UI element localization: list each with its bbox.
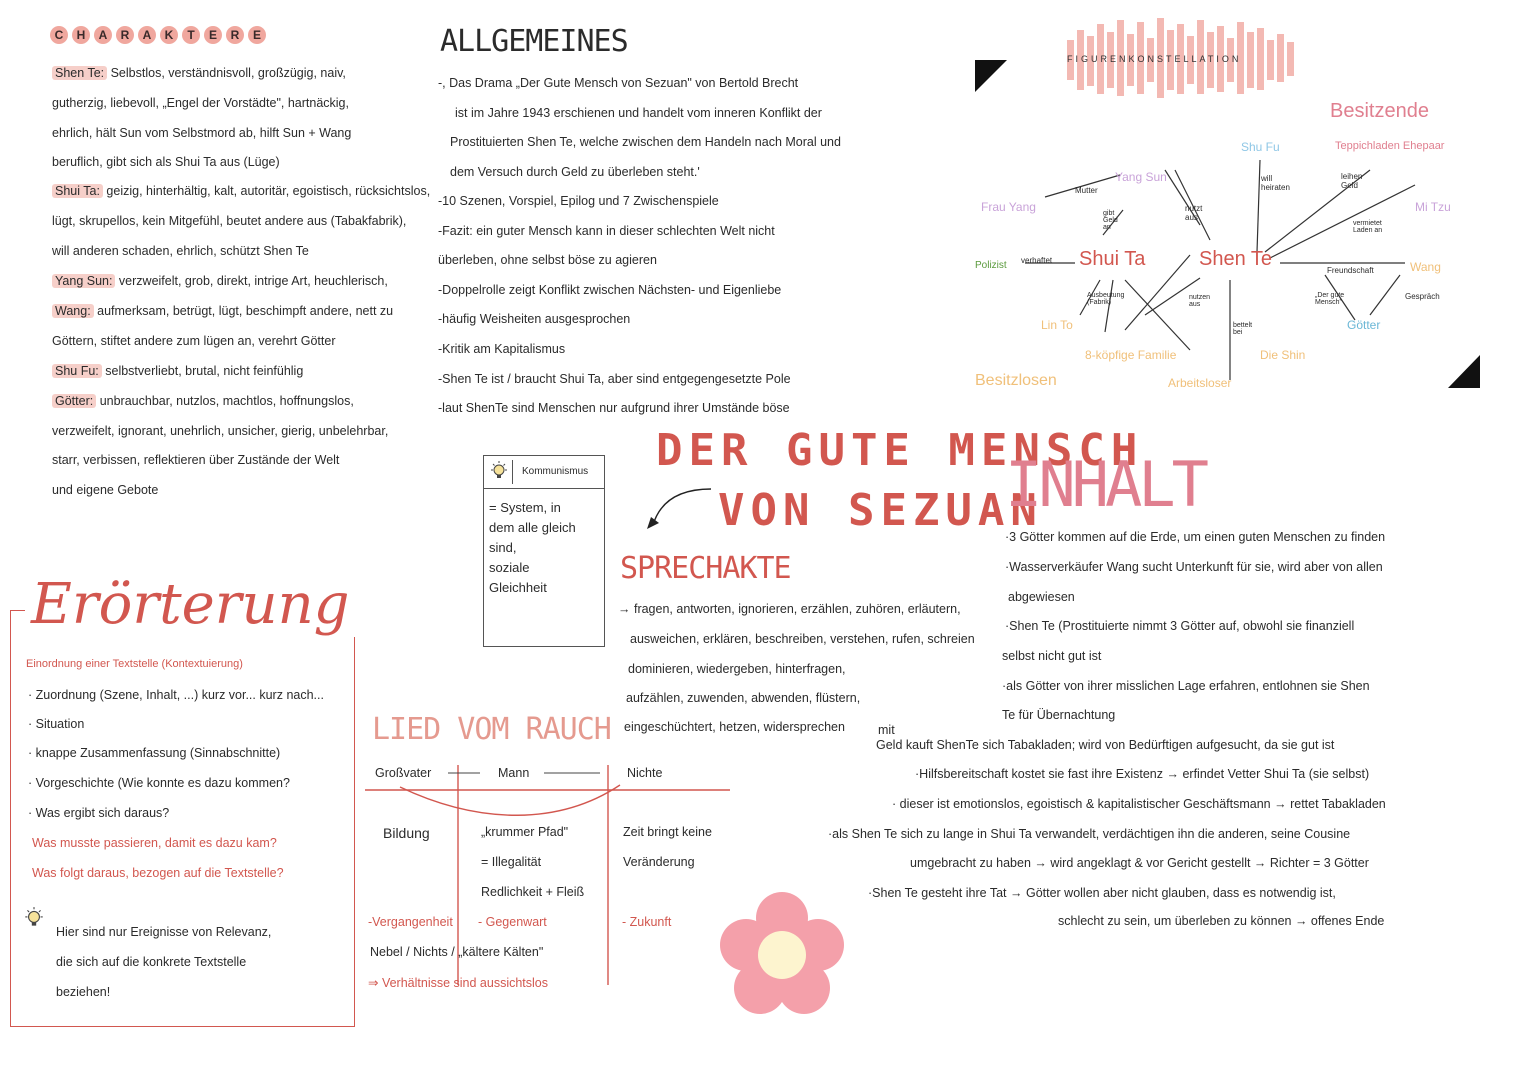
eroe-tip: die sich auf die konkrete Textstelle — [56, 955, 247, 969]
eroe-line: · Vorgeschichte (Wie konnte es dazu kommen? — [28, 776, 290, 790]
allg-line: -Doppelrolle zeigt Konflikt zwischen Nächsten- und Eigenliebe — [438, 283, 782, 297]
inhalt-line: mit — [878, 723, 895, 737]
char-line: Shen Te: Selbstlos, verständnisvoll, großzügig, naiv, — [52, 66, 346, 80]
komm-line: Gleichheit — [489, 580, 547, 595]
corner-mark-bottom-right — [1448, 355, 1480, 388]
lied-diagram — [360, 755, 735, 995]
komm-line: sind, — [489, 540, 517, 555]
eroe-tip: beziehen! — [56, 985, 111, 999]
sprechakte-title: SPRECHAKTE — [620, 551, 791, 586]
gespraech-label: Gespräch — [1405, 292, 1440, 301]
inhalt-line: schlecht zu sein, um überleben zu können → offenes Ende — [1058, 914, 1385, 928]
allg-line: überleben, ohne selbst böse zu agieren — [438, 253, 657, 267]
lied-zeit: - Zukunft — [622, 915, 672, 929]
eroerterung-title: Erörterung — [25, 572, 356, 637]
verhaftet-label: verhaftet — [1021, 256, 1053, 265]
char-line: will anderen schaden, ehrlich, schützt Shen Te — [52, 244, 309, 258]
allg-line: dem Versuch durch Geld zu überleben steht.' — [450, 165, 700, 179]
inhalt-line: ·als Shen Te sich zu lange in Shui Ta verwandelt, verdächtigen ihn die anderen, seine Cousine — [828, 827, 1351, 841]
char-line: beruflich, gibt sich als Shui Ta aus (Lüge) — [52, 155, 280, 169]
allg-line: -Shen Te ist / braucht Shui Ta, aber sind entgegengesetzte Pole — [438, 372, 791, 386]
inhalt-line: Geld kauft ShenTe sich Tabakladen; wird von Bedürftigen aufgesucht, da sie gut ist — [876, 738, 1335, 752]
shen-te-label: Shen Te — [1199, 248, 1273, 270]
charaktere-title: C H A R A K T E R E — [50, 26, 266, 44]
bettelt-bei-label: bettelt bei — [1233, 322, 1253, 336]
nutzt-aus-label: nutzt aus — [1185, 204, 1203, 222]
lied-rechts: Veränderung — [623, 855, 695, 869]
char-line: starr, verbissen, reflektieren über Zustände der Welt — [52, 453, 340, 467]
char-line: und eigene Gebote — [52, 483, 159, 497]
spr-line: → fragen, antworten, ignorieren, erzählen, zuhören, erläutern, — [618, 602, 961, 616]
polizist-label: Polizist — [975, 260, 1007, 271]
eroe-line: · Zuordnung (Szene, Inhalt, ...) kurz vor... kurz nach... — [28, 688, 324, 702]
lin-to-label: Lin To — [1041, 318, 1073, 332]
spr-line: aufzählen, zuwenden, abwenden, flüstern, — [626, 691, 861, 705]
mutter-label: Mutter — [1075, 186, 1098, 195]
inhalt-line: ·Hilfsbereitschaft kostet sie fast ihre Existenz → erfindet Vetter Shui Ta (sie selbst) — [915, 767, 1370, 781]
inhalt-line: · dieser ist emotionslos, egoistisch & kapitalistischer Geschäftsmann → rettet Tabakladen — [892, 797, 1386, 811]
spr-line: dominieren, wiedergeben, hinterfragen, — [628, 662, 846, 676]
inhalt-line: abgewiesen — [1008, 590, 1075, 604]
eroe-line: · Situation — [28, 717, 85, 731]
kommunismus-header — [484, 456, 604, 489]
allg-line: ist im Jahre 1943 erschienen und handelt vom inneren Konflikt der — [455, 106, 822, 120]
kommunismus-label: Kommunismus — [522, 466, 589, 477]
allg-line: -, Das Drama „Der Gute Mensch von Sezuan" von Bertold Brecht — [438, 76, 799, 90]
freundschaft-label: Freundschaft — [1327, 266, 1374, 275]
yang-sun-label: Yang Sun — [1115, 170, 1167, 184]
wang-label: Wang — [1410, 260, 1441, 274]
lied-nebel: Nebel / Nichts / „kältere Kälten" — [370, 945, 544, 959]
lied-mitte: „krummer Pfad" — [481, 825, 569, 839]
inhalt-line: ·als Götter von ihrer misslichen Lage erfahren, entlohnen sie Shen — [1002, 679, 1370, 693]
lied-zeit: - Gegenwart — [478, 915, 547, 929]
inhalt-line: selbst nicht gut ist — [1002, 649, 1102, 663]
leihen-geld-label: leihen Geld — [1341, 172, 1363, 190]
ausbeutung-label: Ausbeutung (Fabrik) — [1087, 292, 1125, 306]
curved-arrow — [645, 485, 715, 535]
gibt-geld-label: gibt Geld an — [1103, 210, 1118, 231]
allg-line: -10 Szenen, Vorspiel, Epilog und 7 Zwischenspiele — [438, 194, 719, 208]
shu-fu-label: Shu Fu — [1241, 140, 1280, 154]
lightbulb-icon — [488, 460, 513, 484]
spr-line: eingeschüchtert, hetzen, widersprechen — [624, 720, 845, 734]
lied-fazit: ⇒ Verhältnisse sind aussichtslos — [368, 976, 549, 990]
komm-line: dem alle gleich — [489, 520, 576, 535]
lied-mitte: = Illegalität — [481, 855, 542, 869]
corner-mark-top-left — [975, 60, 1007, 92]
char-line: verzweifelt, ignorant, unehrlich, unsicher, gierig, unbelehrbar, — [52, 424, 389, 438]
familie-label: 8-köpfige Familie — [1085, 348, 1177, 362]
char-line: Göttern, stiftet andere zum lügen an, verehrt Götter — [52, 334, 336, 348]
figk-title: FIGURENKONSTELLATION — [1067, 54, 1242, 64]
kommunismus-box — [483, 455, 605, 647]
allg-line: -häufig Weisheiten ausgesprochen — [438, 312, 631, 326]
char-line: Yang Sun: verzweifelt, grob, direkt, intrige Art, heuchlerisch, — [52, 274, 388, 288]
main-title-line1: DER GUTE MENSCH — [656, 425, 1144, 476]
char-line: lügt, skrupellos, kein Mitgefühl, beutet andere aus (Tabakfabrik), — [52, 214, 407, 228]
lied-bildung: Bildung — [383, 825, 430, 841]
komm-line: = System, in — [489, 500, 561, 515]
allg-line: Prostituierten Shen Te, welche zwischen dem Handeln nach Moral und — [450, 135, 841, 149]
inhalt-title: INHALT — [1005, 448, 1205, 521]
lied-mitte: Redlichkeit + Fleiß — [481, 885, 585, 899]
allg-line: -Fazit: ein guter Mensch kann in dieser schlechten Welt nicht — [438, 224, 775, 238]
figurenkonstellation — [975, 10, 1480, 390]
inhalt-line: umgebracht zu haben → wird angeklagt & vor Gericht gestellt → Richter = 3 Götter — [910, 856, 1369, 870]
goetter-label: Götter — [1347, 318, 1381, 332]
eroe-line: Was folgt daraus, bezogen auf die Textstelle? — [32, 866, 284, 880]
lightbulb-icon — [22, 906, 46, 933]
besitzlosen-label: Besitzlosen — [975, 372, 1057, 389]
besitzende-label: Besitzende — [1330, 100, 1429, 122]
char-line: ehrlich, hält Sun vom Selbstmord ab, hilft Sun + Wang — [52, 126, 352, 140]
char-line: Wang: aufmerksam, betrügt, lügt, beschimpft andere, nett zu — [52, 304, 393, 318]
char-line: gutherzig, liebevoll, „Engel der Vorstädte", hartnäckig, — [52, 96, 349, 110]
lied-rechts: Zeit bringt keine — [623, 825, 712, 839]
spr-line: ausweichen, erklären, beschreiben, verstehen, rufen, schreien — [630, 632, 975, 646]
inhalt-line: ·Wasserverkäufer Wang sucht Unterkunft für sie, wird aber von allen — [1005, 560, 1383, 574]
char-line: Shu Fu: selbstverliebt, brutal, nicht feinfühlig — [52, 364, 303, 378]
der-gute-mensch-label: „Der gute Mensch" — [1315, 292, 1345, 306]
char-line: Shui Ta: geizig, hinterhältig, kalt, autoritär, egoistisch, rücksichtslos, — [52, 184, 430, 198]
eroe-line: Was musste passieren, damit es dazu kam? — [32, 836, 277, 850]
lied-zeit: -Vergangenheit — [368, 915, 453, 929]
inhalt-line: Te für Übernachtung — [1002, 708, 1116, 722]
komm-line: soziale — [489, 560, 530, 575]
char-line: Götter: unbrauchbar, nutzlos, machtlos, hoffnungslos, — [52, 394, 354, 408]
hi-tzu-label: Mi Tzu — [1415, 200, 1451, 214]
frau-yang-label: Frau Yang — [981, 200, 1036, 214]
lied-title: LIED VOM RAUCH — [372, 712, 611, 747]
eroerterung-subtitle: Einordnung einer Textstelle (Kontextuierung) — [26, 658, 243, 670]
eroe-line: · knappe Zusammenfassung (Sinnabschnitte) — [28, 746, 281, 760]
allg-line: -Kritik am Kapitalismus — [438, 342, 566, 356]
lied-nichte: Nichte — [627, 766, 663, 780]
vermietet-label: vermietet Laden an — [1353, 220, 1383, 234]
main-title-line2: VON SEZUAN — [718, 485, 1043, 536]
shin-label: Die Shin — [1260, 348, 1306, 362]
arbeitslose-label: Arbeitsloser — [1168, 376, 1232, 390]
allg-line: -laut ShenTe sind Menschen nur aufgrund ihrer Umstände böse — [438, 401, 790, 415]
lied-mann: Mann — [498, 766, 530, 780]
inhalt-line: ·Shen Te (Prostituierte nimmt 3 Götter auf, obwohl sie finanziell — [1005, 619, 1355, 633]
inhalt-line: ·3 Götter kommen auf die Erde, um einen guten Menschen zu finden — [1005, 530, 1386, 544]
flower-decoration — [720, 890, 845, 1020]
lied-grossvater: Großvater — [375, 766, 432, 780]
teppich-label: Teppichladen Ehepaar — [1335, 140, 1445, 152]
inhalt-line: ·Shen Te gesteht ihre Tat → Götter wollen aber nicht glauben, dass es notwendig ist, — [868, 886, 1336, 900]
eroe-tip: Hier sind nur Ereignisse von Relevanz, — [56, 925, 272, 939]
figk-diagram — [975, 10, 1480, 390]
eroe-line: · Was ergibt sich daraus? — [28, 806, 170, 820]
allgemeines-title: ALLGEMEINES — [440, 24, 628, 59]
will-heiraten-label: will heiraten — [1261, 174, 1290, 192]
shui-ta-label: Shui Ta — [1079, 248, 1146, 270]
nutzen-aus-label: nutzen aus — [1189, 294, 1211, 308]
